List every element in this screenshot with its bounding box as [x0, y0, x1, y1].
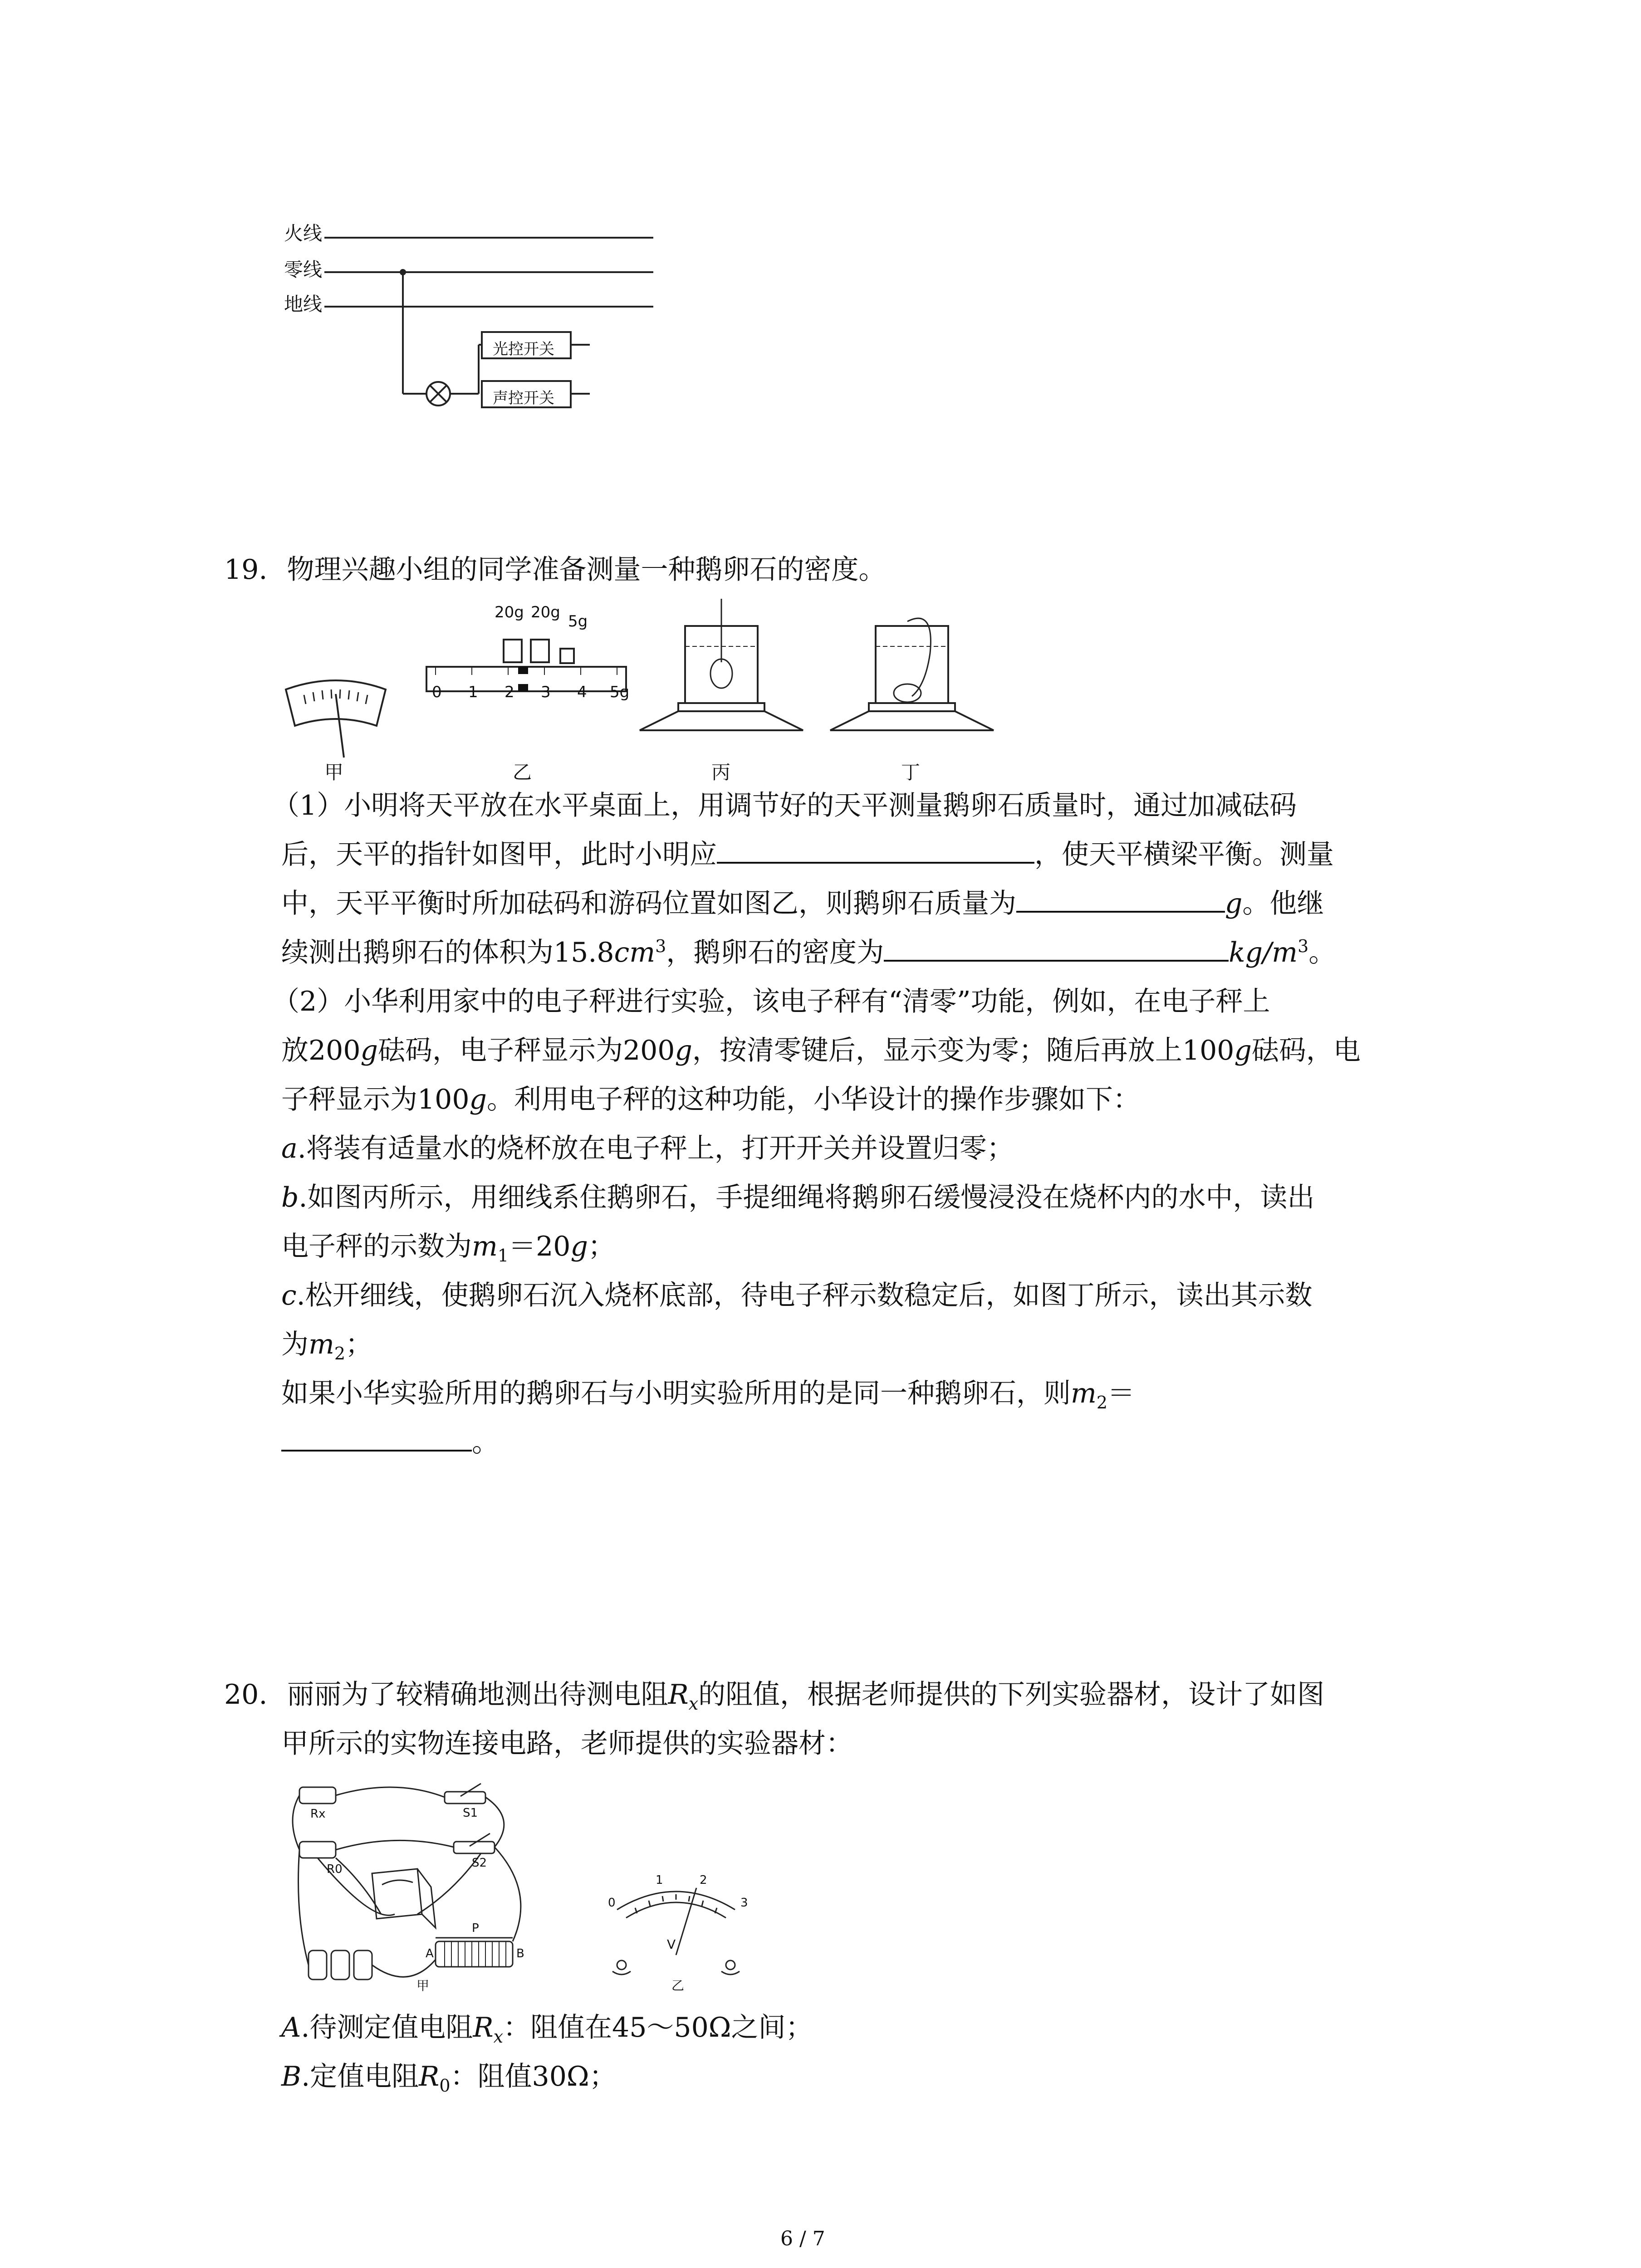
- q19-p2-line3: 子秤显示为100g。利用电子秤的这种功能，小华设计的操作步骤如下：: [281, 1084, 1140, 1115]
- fig-s1-label: S1: [463, 1806, 478, 1820]
- fig-label-jia: 甲: [324, 761, 344, 783]
- fig-label-yi: 乙: [513, 761, 532, 783]
- q19-p1-line3: 中，天平平衡时所加砝码和游码位置如图乙，则鹅卵石质量为 g。他继: [281, 888, 1324, 919]
- ruler-tick-3: 3: [541, 683, 551, 701]
- q19-step-c-line2: 为$m_2$；: [281, 1329, 373, 1364]
- fig-r0-label: R0: [327, 1862, 343, 1876]
- weight-2-label: 20g: [531, 603, 560, 621]
- q20-number: 20.: [224, 1679, 268, 1711]
- fig-label-ding: 丁: [901, 761, 921, 783]
- ruler-tick-2: 2: [505, 683, 514, 701]
- q19-figures: [272, 603, 1007, 785]
- q20-circuit-figure: [281, 1778, 572, 1996]
- q19-step-b-line2: 电子秤的示数为$m_1=20g$；: [281, 1231, 615, 1266]
- q19-p2-line2: 放200g砝码，电子秤显示为200g，按清零键后，显示变为零；随后再放上100g砝码，电: [281, 1035, 1361, 1066]
- answer-blank-adjust[interactable]: [717, 841, 1034, 864]
- meter-yi-label: 乙: [671, 1978, 685, 1993]
- answer-blank-m2[interactable]: [281, 1429, 472, 1452]
- beaker-suspended-figure: [635, 599, 808, 735]
- fig-rx-label: Rx: [310, 1807, 326, 1821]
- ruler-tick-4: 4: [577, 683, 587, 701]
- ruler-tick-5: 5g: [610, 683, 630, 701]
- circuit-wires: [272, 213, 681, 413]
- answer-blank-mass[interactable]: [1016, 890, 1225, 913]
- q19-final-line: 如果小华实验所用的鹅卵石与小明实验所用的是同一种鹅卵石，则$m_2=$: [281, 1378, 1135, 1413]
- home-circuit-diagram: [272, 213, 681, 413]
- fig-p-label: P: [472, 1921, 479, 1935]
- q19-p1-line1: （1）小明将天平放在水平桌面上，用调节好的天平测量鹅卵石质量时，通过加减砝码: [272, 790, 1297, 821]
- q19-step-c: c.松开细线，使鹅卵石沉入烧杯底部，待电子秤示数稳定后，如图丁所示，读出其示数: [281, 1280, 1313, 1311]
- q20-item-a: A.待测定值电阻$R_x$：阻值在45～50Ω之间；: [281, 2012, 813, 2047]
- meter-v-label: V: [667, 1937, 676, 1952]
- fig-label-bing: 丙: [711, 761, 731, 783]
- q20-line2: 甲所示的实物连接电路，老师提供的实验器材：: [281, 1728, 853, 1760]
- weight-3-label: 5g: [568, 612, 588, 631]
- ground-wire-label: 地线: [284, 293, 323, 315]
- live-wire-label: 火线: [284, 222, 323, 244]
- q20-line1: 20. 丽丽为了较精确地测出待测电阻$R_x$的阻值，根据老师提供的下列实验器材，设计了如图: [224, 1679, 1325, 1714]
- q20-item-b: B.定值电阻$R_0$：阻值30Ω；: [281, 2061, 617, 2096]
- q19-p1-line2: 后，天平的指针如图甲，此时小明应 ，使天平横梁平衡。测量: [281, 839, 1334, 870]
- fig-a-label: A: [426, 1947, 434, 1960]
- neutral-wire-label: 零线: [284, 259, 323, 281]
- beaker-sunken-figure: [826, 599, 998, 735]
- page-number: 6 / 7: [780, 2227, 825, 2250]
- q19-step-b: b.如图丙所示，用细线系住鹅卵石，手提细绳将鹅卵石缓慢浸没在烧杯内的水中，读出: [281, 1182, 1315, 1213]
- weights-ruler-figure: [422, 626, 631, 699]
- ruler-tick-1: 1: [468, 683, 478, 701]
- balance-pointer-figure: [281, 676, 390, 767]
- meter-tick-0: 0: [608, 1896, 616, 1910]
- meter-tick-2: 2: [700, 1873, 707, 1887]
- q19-stem-line: [224, 554, 886, 586]
- q19-number: 19.: [224, 554, 268, 586]
- q19-step-a: a.将装有适量水的烧杯放在电子秤上，打开开关并设置归零；: [281, 1133, 1014, 1164]
- fig-s2-label: S2: [472, 1856, 487, 1870]
- weight-1-label: 20g: [495, 603, 524, 621]
- fig-b-label: B: [516, 1947, 524, 1960]
- q20-voltmeter-figure: [599, 1864, 762, 1996]
- q19-p2-line1: （2）小华利用家中的电子秤进行实验，该电子秤有“清零”功能，例如，在电子秤上: [272, 986, 1270, 1017]
- q19-stem: 物理兴趣小组的同学准备测量一种鹅卵石的密度。: [287, 554, 886, 586]
- q19-p1-line4: 续测出鹅卵石的体积为$15.8cm^3$，鹅卵石的密度为 $kg/m^3$。: [281, 936, 1336, 968]
- fig-jia-label: 甲: [416, 1978, 430, 1993]
- sound-switch-label: 声控开关: [493, 389, 554, 407]
- meter-tick-1: 1: [656, 1873, 663, 1887]
- q19-final-blank-line: 。: [281, 1429, 499, 1456]
- light-switch-label: 光控开关: [493, 340, 554, 358]
- answer-blank-density[interactable]: [884, 939, 1229, 962]
- meter-tick-3: 3: [740, 1896, 748, 1910]
- ruler-tick-0: 0: [432, 683, 442, 701]
